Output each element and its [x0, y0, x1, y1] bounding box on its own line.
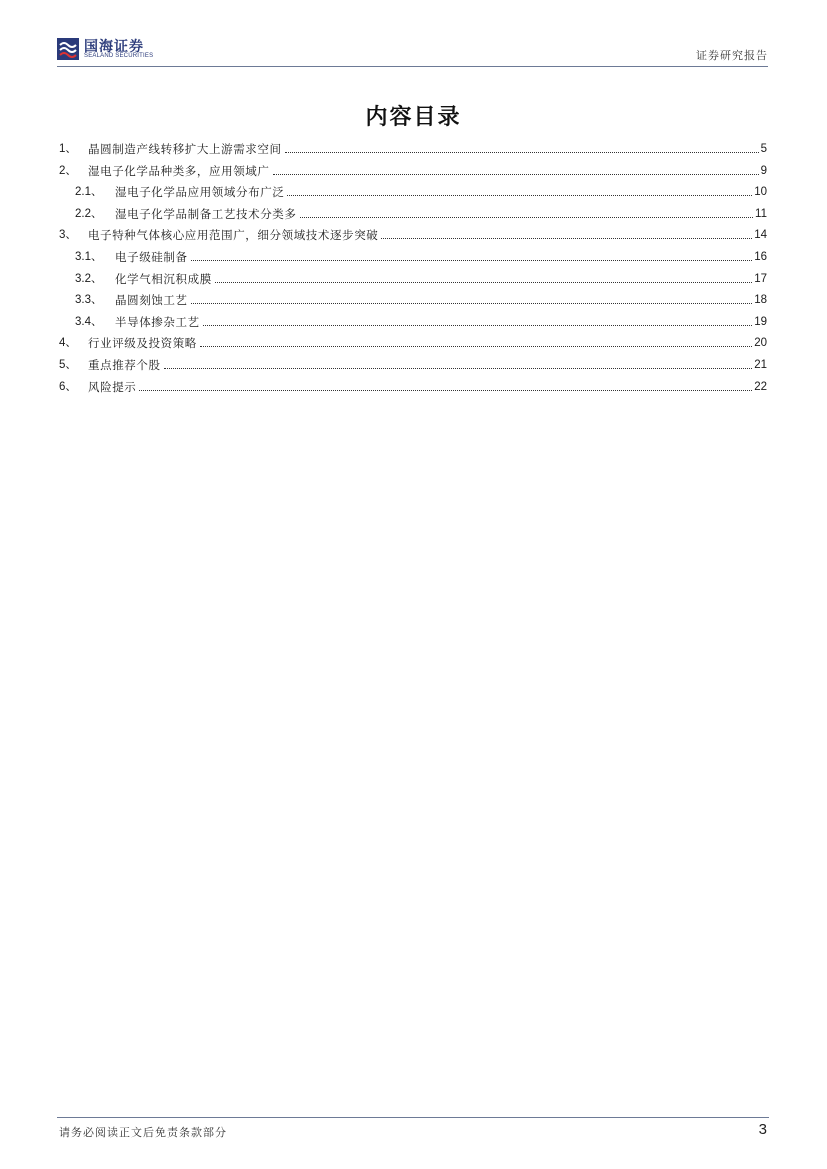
footer-divider: [57, 1117, 769, 1118]
toc-entry-page: 14: [754, 229, 767, 242]
toc-entry-page: 9: [760, 164, 767, 177]
toc-entry-page: 11: [755, 207, 767, 220]
toc-entry-label: 湿电子化学品制备工艺技术分类多: [115, 206, 297, 221]
toc-entry-page: 5: [760, 143, 767, 155]
toc-dot-leader: [287, 195, 752, 196]
toc-entry[interactable]: [75, 288, 767, 308]
sealand-logo-icon: [57, 38, 79, 60]
toc-entry-label: 半导体掺杂工艺: [115, 314, 200, 329]
toc-entry[interactable]: [75, 202, 767, 222]
toc-dot-leader: [273, 174, 759, 175]
toc-entry-label: 晶圆刻蚀工艺: [115, 293, 188, 308]
toc-entry-label: 晶圆制造产线转移扩大上游需求空间: [88, 142, 282, 156]
report-type-label: 证券研究报告: [696, 49, 768, 62]
toc-entry[interactable]: [75, 180, 767, 200]
toc-entry-label: 化学气相沉积成膜: [115, 271, 212, 286]
footer-disclaimer: 请务必阅读正文后免责条款部分: [59, 1126, 227, 1139]
toc-dot-leader: [164, 368, 753, 369]
toc-dot-leader: [215, 282, 752, 283]
toc-entry-number: 5、: [59, 359, 77, 371]
toc-dot-leader: [191, 303, 753, 304]
toc-dot-leader: [381, 238, 752, 239]
page-number: 3: [758, 1121, 767, 1138]
toc-entry-number: 3.2、: [75, 272, 103, 285]
toc-entry-page: 17: [754, 272, 767, 285]
toc-entry-number: 2、: [59, 164, 77, 177]
toc-entry-label: 电子级硅制备: [115, 250, 188, 264]
toc-dot-leader: [300, 217, 754, 218]
toc-dot-leader: [203, 325, 753, 326]
toc-entry[interactable]: [59, 353, 767, 373]
toc-entry-page: 18: [754, 294, 767, 307]
toc-entry-label: 风险提示: [88, 379, 137, 394]
toc-entry[interactable]: [59, 331, 767, 351]
toc-entry-page: 20: [754, 337, 767, 350]
toc-entry-number: 3、: [59, 229, 77, 242]
toc-entry[interactable]: [75, 310, 767, 330]
toc-dot-leader: [200, 346, 752, 347]
toc-entry-page: 16: [754, 251, 767, 263]
toc-dot-leader: [285, 152, 759, 153]
toc-entry-page: 19: [754, 315, 767, 328]
page-title: 内容目录: [365, 104, 462, 130]
toc-entry-number: 1、: [59, 143, 77, 155]
logo-english-name: SEALAND SECURITIES: [84, 53, 154, 59]
toc-entry-label: 电子特种气体核心应用范围广，细分领域技术逐步突破: [88, 228, 379, 243]
toc-entry-label: 湿电子化学品种类多，应用领域广: [88, 163, 270, 178]
toc-entry-label: 重点推荐个股: [88, 358, 161, 372]
toc-dot-leader: [139, 390, 752, 391]
toc-dot-leader: [191, 260, 753, 261]
page-header: [57, 36, 768, 67]
toc-entry[interactable]: [59, 137, 767, 157]
toc-entry-page: 22: [754, 380, 767, 393]
toc-entry[interactable]: [59, 223, 767, 243]
toc-entry[interactable]: [59, 375, 767, 395]
toc-entry-number: 4、: [59, 337, 77, 350]
toc-entry-page: 21: [754, 359, 767, 371]
toc-entry-page: 10: [754, 186, 767, 199]
logo-chinese-name: 国海证券: [84, 39, 144, 55]
toc-entry-number: 3.3、: [75, 294, 103, 307]
toc-entry[interactable]: [75, 267, 767, 287]
toc-entry[interactable]: [75, 245, 767, 265]
toc-entry[interactable]: [59, 159, 767, 179]
toc-entry-number: 2.1、: [75, 186, 103, 199]
toc-entry-number: 3.4、: [75, 315, 103, 328]
toc-entry-number: 3.1、: [75, 251, 103, 263]
toc-entry-number: 6、: [59, 380, 77, 393]
toc-entry-number: 2.2、: [75, 207, 103, 220]
toc-entry-label: 湿电子化学品应用领域分布广泛: [115, 185, 285, 200]
toc-entry-label: 行业评级及投资策略: [88, 336, 197, 351]
